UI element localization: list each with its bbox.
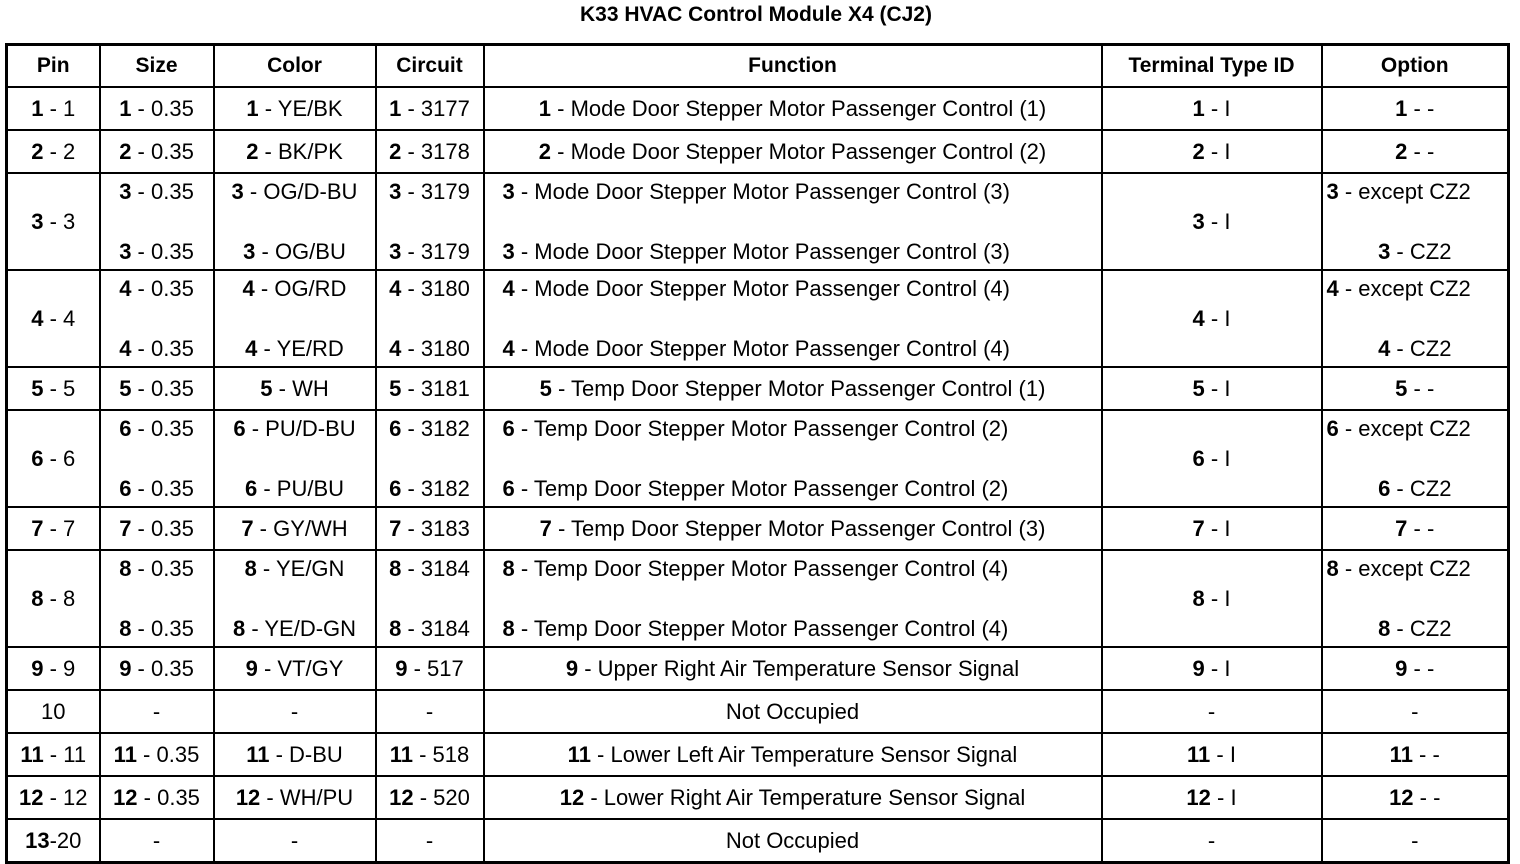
table-row xyxy=(7,270,1509,367)
cell-circuit: 8 - 3184 8 - 3184 xyxy=(376,550,484,647)
cell-circuit: 11 - 518 xyxy=(376,733,484,776)
cell-size: - xyxy=(100,819,214,863)
header-pin: Pin xyxy=(7,45,100,88)
table-row xyxy=(7,367,1509,410)
cell-pin: 10 xyxy=(7,690,100,733)
cell-size: 9 - 0.35 xyxy=(100,647,214,690)
cell-color: 11 - D-BU xyxy=(214,733,376,776)
cell-size: 12 - 0.35 xyxy=(100,776,214,819)
cell-size: 3 - 0.35 3 - 0.35 xyxy=(100,173,214,270)
cell-color: 8 - YE/GN 8 - YE/D-GN xyxy=(214,550,376,647)
header-circuit: Circuit xyxy=(376,45,484,88)
cell-circuit: 9 - 517 xyxy=(376,647,484,690)
cell-color: 7 - GY/WH xyxy=(214,507,376,550)
cell-terminal-type-id: - xyxy=(1102,819,1322,863)
cell-color: 1 - YE/BK xyxy=(214,87,376,130)
cell-option: 1 - - xyxy=(1322,87,1509,130)
cell-terminal-type-id: 2 - I xyxy=(1102,130,1322,173)
cell-circuit: 2 - 3178 xyxy=(376,130,484,173)
table-row xyxy=(7,130,1509,173)
cell-size: 8 - 0.35 8 - 0.35 xyxy=(100,550,214,647)
cell-function: 5 - Temp Door Stepper Motor Passenger Control (1) xyxy=(484,367,1102,410)
cell-color: - xyxy=(214,819,376,863)
cell-option: 3 - except CZ2 3 - CZ2 xyxy=(1322,173,1509,270)
cell-size: 5 - 0.35 xyxy=(100,367,214,410)
cell-option: 8 - except CZ2 8 - CZ2 xyxy=(1322,550,1509,647)
cell-function: Not Occupied xyxy=(484,690,1102,733)
cell-color: 9 - VT/GY xyxy=(214,647,376,690)
cell-function: 7 - Temp Door Stepper Motor Passenger Control (3) xyxy=(484,507,1102,550)
table-row xyxy=(7,776,1509,819)
table-row xyxy=(7,819,1509,863)
cell-pin: 7 - 7 xyxy=(7,507,100,550)
cell-terminal-type-id: 1 - I xyxy=(1102,87,1322,130)
cell-circuit: 1 - 3177 xyxy=(376,87,484,130)
cell-function: Not Occupied xyxy=(484,819,1102,863)
page-title: K33 HVAC Control Module X4 (CJ2) xyxy=(580,3,932,26)
cell-circuit: 12 - 520 xyxy=(376,776,484,819)
cell-circuit: - xyxy=(376,819,484,863)
table-row xyxy=(7,647,1509,690)
cell-size: - xyxy=(100,690,214,733)
cell-pin: 3 - 3 xyxy=(7,173,100,270)
cell-terminal-type-id: 11 - I xyxy=(1102,733,1322,776)
table-body xyxy=(7,87,1509,863)
cell-pin: 5 - 5 xyxy=(7,367,100,410)
cell-function: 12 - Lower Right Air Temperature Sensor Signal xyxy=(484,776,1102,819)
header-color: Color xyxy=(214,45,376,88)
cell-function: 2 - Mode Door Stepper Motor Passenger Control (2) xyxy=(484,130,1102,173)
cell-size: 6 - 0.35 6 - 0.35 xyxy=(100,410,214,507)
cell-color: 12 - WH/PU xyxy=(214,776,376,819)
cell-color: 6 - PU/D-BU 6 - PU/BU xyxy=(214,410,376,507)
cell-color: 5 - WH xyxy=(214,367,376,410)
cell-terminal-type-id: 9 - I xyxy=(1102,647,1322,690)
cell-circuit: - xyxy=(376,690,484,733)
cell-pin: 6 - 6 xyxy=(7,410,100,507)
cell-terminal-type-id: 8 - I xyxy=(1102,550,1322,647)
cell-function: 9 - Upper Right Air Temperature Sensor Signal xyxy=(484,647,1102,690)
cell-size: 11 - 0.35 xyxy=(100,733,214,776)
cell-terminal-type-id: 12 - I xyxy=(1102,776,1322,819)
cell-size: 2 - 0.35 xyxy=(100,130,214,173)
header-row xyxy=(7,45,1509,88)
table-row xyxy=(7,410,1509,507)
cell-option: 11 - - xyxy=(1322,733,1509,776)
cell-function: 1 - Mode Door Stepper Motor Passenger Control (1) xyxy=(484,87,1102,130)
cell-color: - xyxy=(214,690,376,733)
cell-circuit: 7 - 3183 xyxy=(376,507,484,550)
cell-size: 1 - 0.35 xyxy=(100,87,214,130)
table-row xyxy=(7,507,1509,550)
header-terminal-type-id: Terminal Type ID xyxy=(1102,45,1322,88)
cell-option: 5 - - xyxy=(1322,367,1509,410)
cell-color: 2 - BK/PK xyxy=(214,130,376,173)
cell-circuit: 3 - 3179 3 - 3179 xyxy=(376,173,484,270)
cell-size: 7 - 0.35 xyxy=(100,507,214,550)
cell-function: 11 - Lower Left Air Temperature Sensor Signal xyxy=(484,733,1102,776)
cell-terminal-type-id: 3 - I xyxy=(1102,173,1322,270)
table-row xyxy=(7,550,1509,647)
cell-option: 7 - - xyxy=(1322,507,1509,550)
cell-function: 6 - Temp Door Stepper Motor Passenger Control (2) 6 - Temp Door Stepper Motor Passenger Control (2) xyxy=(484,410,1102,507)
cell-option: 4 - except CZ2 4 - CZ2 xyxy=(1322,270,1509,367)
cell-terminal-type-id: 6 - I xyxy=(1102,410,1322,507)
cell-pin: 1 - 1 xyxy=(7,87,100,130)
table-row xyxy=(7,173,1509,270)
cell-option: - xyxy=(1322,819,1509,863)
cell-function: 8 - Temp Door Stepper Motor Passenger Control (4) 8 - Temp Door Stepper Motor Passenger Control (4) xyxy=(484,550,1102,647)
cell-terminal-type-id: 7 - I xyxy=(1102,507,1322,550)
cell-pin: 4 - 4 xyxy=(7,270,100,367)
cell-circuit: 5 - 3181 xyxy=(376,367,484,410)
cell-terminal-type-id: 5 - I xyxy=(1102,367,1322,410)
cell-circuit: 4 - 3180 4 - 3180 xyxy=(376,270,484,367)
cell-pin: 13-20 xyxy=(7,819,100,863)
cell-pin: 9 - 9 xyxy=(7,647,100,690)
cell-option: 9 - - xyxy=(1322,647,1509,690)
table-row xyxy=(7,733,1509,776)
cell-terminal-type-id: 4 - I xyxy=(1102,270,1322,367)
cell-pin: 2 - 2 xyxy=(7,130,100,173)
cell-terminal-type-id: - xyxy=(1102,690,1322,733)
cell-function: 3 - Mode Door Stepper Motor Passenger Control (3) 3 - Mode Door Stepper Motor Passenger Control (3) xyxy=(484,173,1102,270)
cell-option: 6 - except CZ2 6 - CZ2 xyxy=(1322,410,1509,507)
cell-color: 3 - OG/D-BU 3 - OG/BU xyxy=(214,173,376,270)
cell-option: 12 - - xyxy=(1322,776,1509,819)
cell-option: - xyxy=(1322,690,1509,733)
header-size: Size xyxy=(100,45,214,88)
cell-size: 4 - 0.35 4 - 0.35 xyxy=(100,270,214,367)
cell-circuit: 6 - 3182 6 - 3182 xyxy=(376,410,484,507)
cell-color: 4 - OG/RD 4 - YE/RD xyxy=(214,270,376,367)
cell-pin: 11 - 11 xyxy=(7,733,100,776)
cell-option: 2 - - xyxy=(1322,130,1509,173)
cell-pin: 12 - 12 xyxy=(7,776,100,819)
header-option: Option xyxy=(1322,45,1509,88)
cell-pin: 8 - 8 xyxy=(7,550,100,647)
pinout-table xyxy=(5,43,1510,864)
header-function: Function xyxy=(484,45,1102,88)
cell-function: 4 - Mode Door Stepper Motor Passenger Control (4) 4 - Mode Door Stepper Motor Passenger Control (4) xyxy=(484,270,1102,367)
table-row xyxy=(7,87,1509,130)
table-row xyxy=(7,690,1509,733)
